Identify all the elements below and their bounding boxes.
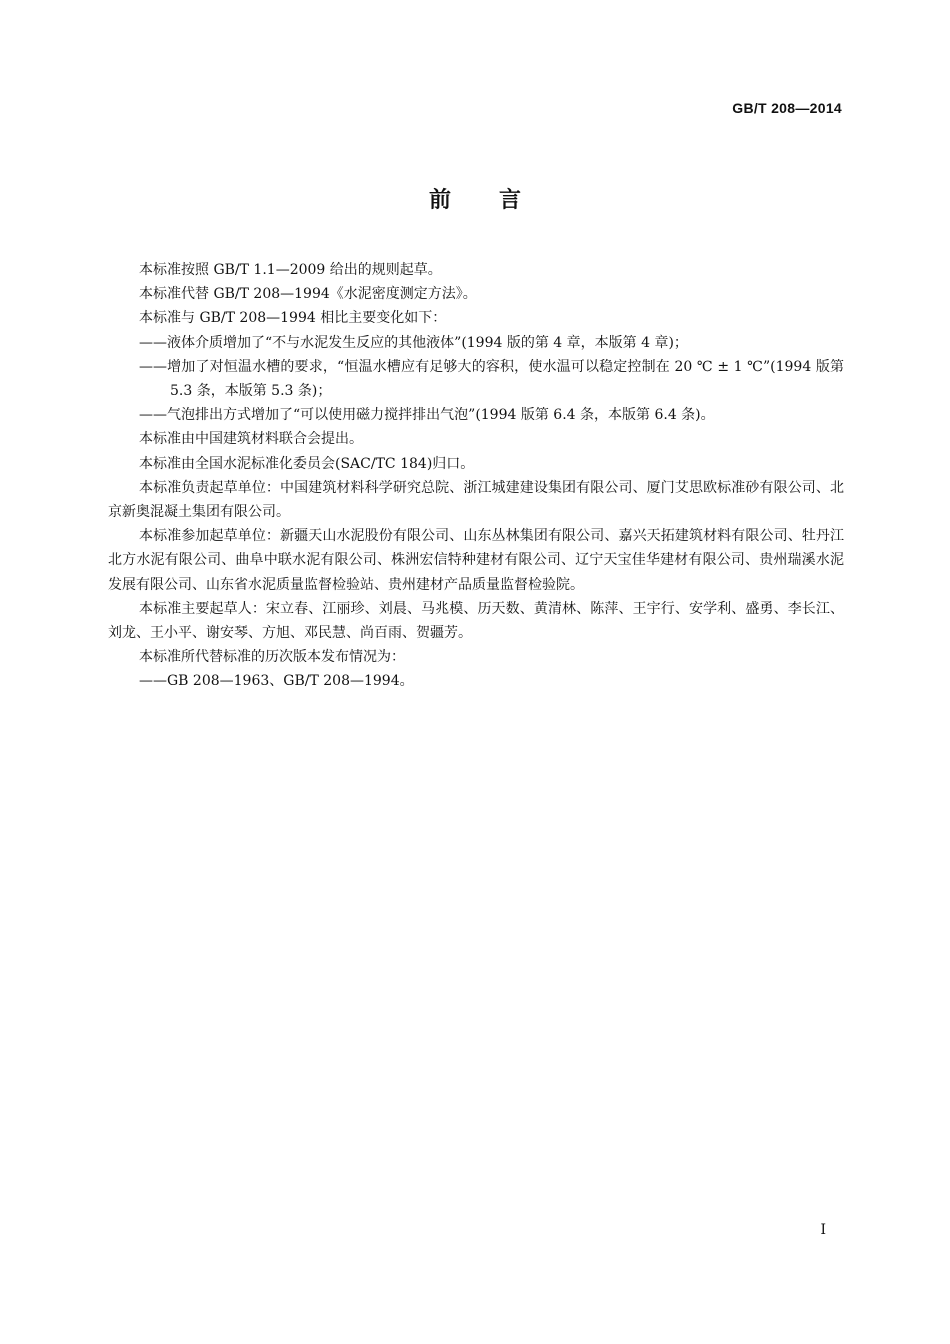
page-title: 前言 bbox=[428, 188, 569, 213]
change-item-bubbles: ——气泡排出方式增加了“可以使用磁力搅拌排出气泡”(1994 版第 6.4 条，本版第 6.4 条)。 bbox=[139, 407, 715, 424]
paragraph-replaces: 本标准代替 GB/T 208—1994《水泥密度测定方法》。 bbox=[139, 286, 477, 303]
paragraph-lead-drafters: 本标准负责起草单位：中国建筑材料科学研究总院、浙江城建建设集团有限公司、厦门艾思欧标准砂有限公司、北京新奥混凝土集团有限公司。 bbox=[108, 479, 844, 521]
paragraph-proposed-by: 本标准由中国建筑材料联合会提出。 bbox=[139, 431, 363, 448]
history-item: ——GB 208—1963、GB/T 208—1994。 bbox=[139, 673, 414, 690]
paragraph-administered-by: 本标准由全国水泥标准化委员会(SAC/TC 184)归口。 bbox=[139, 455, 475, 472]
paragraph-participating-drafters: 本标准参加起草单位：新疆天山水泥股份有限公司、山东丛林集团有限公司、嘉兴天拓建筑材料有限公司、牡丹江北方水泥有限公司、曲阜中联水泥有限公司、株洲宏信特种建材有限公司、辽宁天宝佳华建材有限公司、贵州瑞溪水泥发展有限公司、山东省水泥质量监督检验站、贵州建材产品质量监督检验院。 bbox=[108, 528, 844, 593]
standard-number: GB/T 208—2014 bbox=[732, 100, 842, 116]
change-item-water-bath: ——增加了对恒温水槽的要求，“恒温水槽应有足够大的容积，使水温可以稳定控制在 20 ℃ ± 1 ℃”(1994 版第 5.3 条，本版第 5.3 条)； bbox=[139, 358, 844, 400]
paragraph-drafting-rules: 本标准按照 GB/T 1.1—2009 给出的规则起草。 bbox=[139, 262, 442, 278]
paragraph-main-drafters: 本标准主要起草人：宋立春、江丽珍、刘晨、马兆模、历天数、黄清林、陈萍、王宇行、安学利、盛勇、李长江、刘龙、王小平、谢安琴、方旭、邓民慧、尚百雨、贺疆芳。 bbox=[108, 600, 844, 642]
change-item-liquid: ——液体介质增加了“不与水泥发生反应的其他液体”(1994 版的第 4 章，本版第 4 章)； bbox=[139, 334, 688, 351]
page-number: I bbox=[820, 1222, 826, 1238]
foreword-body bbox=[108, 258, 844, 694]
paragraph-history-intro: 本标准所代替标准的历次版本发布情况为： bbox=[139, 649, 405, 666]
paragraph-changes-intro: 本标准与 GB/T 208—1994 相比主要变化如下： bbox=[139, 310, 447, 327]
